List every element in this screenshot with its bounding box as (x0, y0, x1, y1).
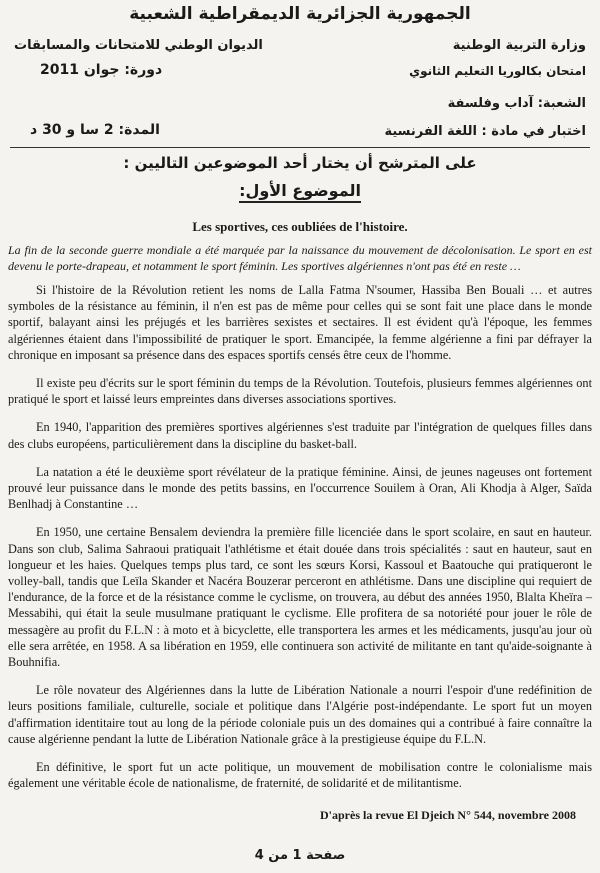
republic-header: الجمهورية الجزائرية الديمقراطية الشعبية (129, 4, 471, 24)
exam-type-label: امتحان بكالوريا التعليم الثانوي (409, 64, 586, 78)
text-source: D'après la revue El Djeich N° 544, novembre 2008 (320, 808, 576, 822)
text-chapo: La fin de la seconde guerre mondiale a été marquée par la naissance du mouvement de décolonisation. Le sport en est devenu le porte-drapeau, et notamment le sport féminin. Les sportives algériennes n'ont pas été en reste … (8, 243, 592, 273)
header-divider (10, 147, 590, 148)
topic-heading (0, 181, 600, 200)
page-number: صفحة 1 من 4 (254, 848, 346, 863)
paragraph: En 1940, l'apparition des premières sportives algériennes s'est traduite par l'intégration de quelques filles dans des clubs européens, particulièrement dans la discipline du basket-ball. (8, 420, 592, 451)
exam-office-label: الديوان الوطني للامتحانات والمسابقات (14, 38, 263, 53)
paragraph: La natation a été le deuxième sport révélateur de la pratique féminine. Ainsi, de jeunes nageuses ont fortement prouvé leur puissance dans le monde des petits bassins, en l'occurrence Souilem à Oran, Ali Khodja à Alger, Saïda Benlhadj à Constantine … (8, 464, 592, 512)
paragraph: Il existe peu d'écrits sur le sport féminin du temps de la Révolution. Toutefois, plusieurs femmes algériennes ont pratiqué le sport et laissé leurs empreintes dans diverses associations sportives. (8, 376, 592, 407)
topic-heading-text: الموضوع الأول: (239, 181, 361, 203)
paragraph: En définitive, le sport fut un acte politique, un mouvement de mobilisation contre le colonialisme mais également une véritable école de nationalisme, de fraternité, de solidarité et de militantisme. (8, 760, 592, 791)
duration-label: المدة: 2 سا و 30 د (30, 122, 160, 138)
text-body (8, 282, 592, 803)
text-title: Les sportives, ces oubliées de l'histoire. (192, 219, 408, 234)
ministry-label: وزارة التربية الوطنية (452, 38, 586, 53)
paragraph: Si l'histoire de la Révolution retient les noms de Lalla Fatma N'soumer, Hassiba Ben Bouali … et autres symboles de la résistance au féminin, il n'en est pas de même pour celles qui se sont fait une place dans le monde sportif, balayant ainsi les préjugés et les barrières sexistes et sectaires. Il est évident qu'à l'époque, les femmes algériennes étaient dans l'impossibilité de pratiquer le sport. Emancipée, la femme algérienne a fini par défrayer la chronique en imposant sa présence dans des espaces sportifs censés être ceux de l'homme. (8, 283, 592, 362)
session-label: دورة: جوان 2011 (40, 62, 163, 78)
subject-label: اختبار في مادة : اللغة الفرنسية (384, 124, 586, 139)
paragraph: En 1950, une certaine Bensalem deviendra la première fille licenciée dans le sport scolaire, en saut en hauteur. Dans son club, Salima Sahraoui pratiquait l'athlétisme et était douée dans trois spécialités : saut en hauteur, saut en longueur et les haies. Quelques temps plus tard, ce sont les sœurs Korsi, Kassoul et Baatouche qui pratiqueront le volley-ball, tandis que Leïla Skander et Nacéra Bouzerar perceront en athlétisme. Dans une discipline qui requiert de l'endurance, de la force et de la résistance comme le cyclisme, on trouvera, au début des années 1950, Blalta Kheïra – Messabihi, qui était la seule musulmane pratiquant le cyclisme. Elle profitera de sa notoriété pour jouer le rôle de messagère au profit du F.L.N : à moto et à bicyclette, elle transportera les armes et les médicaments, jusqu'au jour où elle sera arrêtée, en 1958. A sa libération en 1959, elle continuera son activité de militante en tant qu'aide-soignante à Bouhnifia. (8, 525, 592, 670)
branch-label: الشعبة: آداب وفلسفة (447, 96, 586, 111)
instruction: على المترشح أن يختار أحد الموضوعين التاليين : (123, 154, 477, 172)
paragraph: Le rôle novateur des Algériennes dans la lutte de Libération Nationale a nourri l'espoir d'une redéfinition de leurs positions familiale, culturelle, sociale et politique dans l'Algérie post-indépendante. Le sport fut un moyen d'affirmation identitaire tout au long de la période coloniale puis un des domaines qui a contribué à faire connaître la cause algérienne pendant la lutte de Libération Nationale grâce à la prestigieuse équipe du F.L.N. (8, 683, 592, 746)
